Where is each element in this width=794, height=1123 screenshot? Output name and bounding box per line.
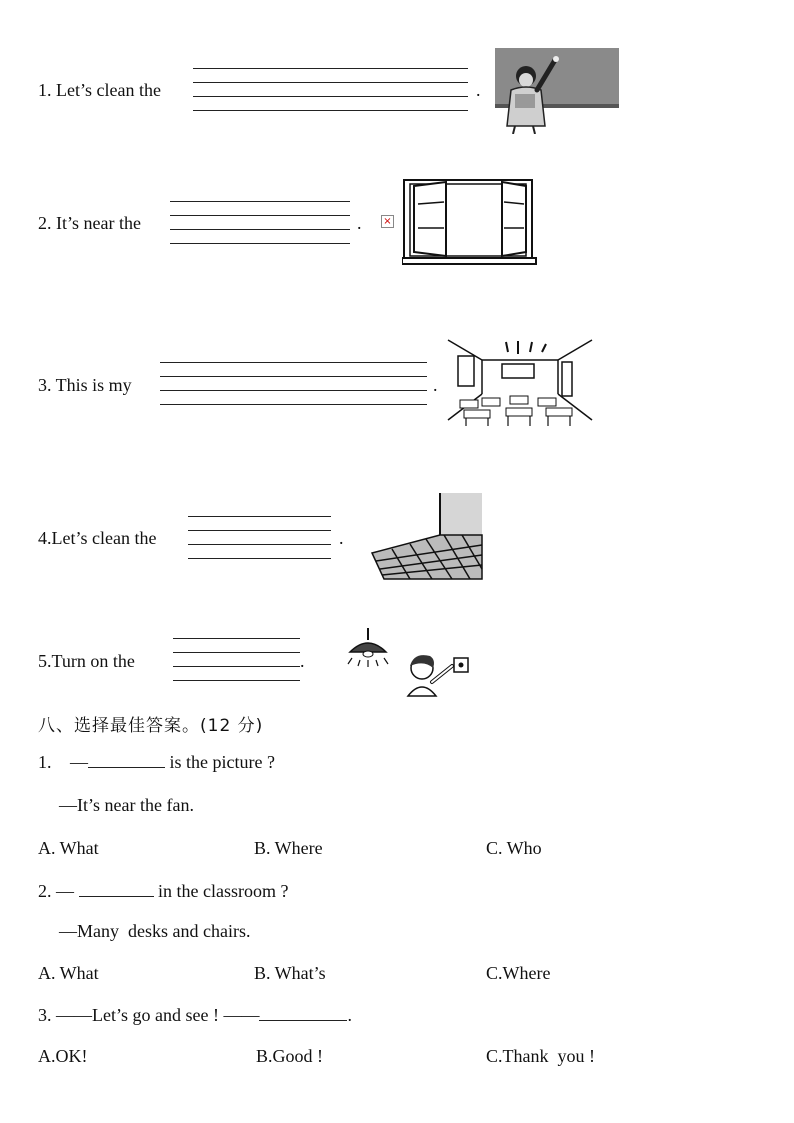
answer-line[interactable]	[188, 544, 331, 545]
floor-illustration	[370, 491, 484, 581]
fill-in-question-5	[38, 651, 135, 672]
mc-2-question-text: in the classroom ?	[158, 881, 289, 901]
mc-1-dash: —	[70, 752, 88, 772]
answer-line[interactable]	[170, 201, 350, 202]
fill-in-question-2	[38, 213, 141, 234]
mc-question-3	[38, 1004, 352, 1026]
mc-2-answer: —Many desks and chairs.	[59, 921, 251, 941]
answer-line[interactable]	[173, 666, 300, 667]
answer-line[interactable]	[160, 362, 427, 363]
mc-1-option-c[interactable]: C. Who	[486, 838, 542, 858]
answer-line[interactable]	[188, 516, 331, 517]
answer-line[interactable]	[193, 110, 468, 111]
question-5-prompt: 5.Turn on the	[38, 651, 135, 671]
mc-2-number: 2. —	[38, 881, 74, 901]
mc-question-1	[38, 751, 275, 773]
question-4-prompt: 4.Let’s clean the	[38, 528, 157, 548]
answer-line[interactable]	[160, 404, 427, 405]
fill-in-question-1	[38, 80, 161, 101]
mc-1-option-a[interactable]: A. What	[38, 838, 99, 858]
mc-2-option-a[interactable]: A. What	[38, 963, 99, 983]
answer-line[interactable]	[193, 96, 468, 97]
answer-line[interactable]	[173, 638, 300, 639]
answer-line[interactable]	[188, 530, 331, 531]
answer-line[interactable]	[188, 558, 331, 559]
question-3-period: .	[433, 375, 438, 395]
mc-1-answer: —It’s near the fan.	[59, 795, 194, 815]
answer-line[interactable]	[170, 243, 350, 244]
answer-line[interactable]	[193, 68, 468, 69]
question-4-period: .	[339, 528, 344, 548]
question-1-prompt: 1. Let’s clean the	[38, 80, 161, 100]
answer-blank[interactable]	[88, 751, 165, 768]
question-3-prompt: 3. This is my	[38, 375, 132, 395]
answer-line[interactable]	[160, 376, 427, 377]
mc-3-question-text: 3. ——Let’s go and see ! ——	[38, 1005, 260, 1025]
answer-line[interactable]	[173, 652, 300, 653]
fill-in-question-4	[38, 528, 156, 549]
mc-3-period: .	[347, 1005, 352, 1025]
mc-2-option-c[interactable]: C.Where	[486, 963, 551, 983]
mc-1-option-b[interactable]: B. Where	[254, 838, 323, 858]
answer-line[interactable]	[173, 680, 300, 681]
question-5-period: .	[300, 651, 305, 671]
section-title: 八、选择最佳答案。(12 分)	[38, 716, 264, 736]
mc-3-option-a[interactable]: A.OK!	[38, 1046, 88, 1066]
mc-1-number: 1.	[38, 752, 52, 772]
answer-blank[interactable]	[79, 880, 154, 897]
mc-question-2	[38, 880, 288, 902]
classroom-illustration	[446, 338, 594, 428]
answer-line[interactable]	[160, 390, 427, 391]
fill-in-question-3	[38, 375, 132, 396]
mc-3-option-b[interactable]: B.Good !	[256, 1046, 323, 1066]
question-2-period: .	[357, 213, 362, 233]
answer-line[interactable]	[193, 82, 468, 83]
mc-1-question-text: is the picture ?	[169, 752, 275, 772]
light-switch-illustration	[338, 624, 480, 698]
question-2-prompt: 2. It’s near the	[38, 213, 141, 233]
broken-image-icon: ×	[381, 215, 394, 228]
answer-line[interactable]	[170, 229, 350, 230]
window-illustration	[402, 178, 538, 268]
mc-3-option-c[interactable]: C.Thank you !	[486, 1046, 595, 1066]
mc-2-option-b[interactable]: B. What’s	[254, 963, 326, 983]
question-1-period: .	[476, 80, 481, 100]
teacher-blackboard-illustration	[493, 46, 621, 134]
answer-blank[interactable]	[259, 1004, 347, 1021]
answer-line[interactable]	[170, 215, 350, 216]
